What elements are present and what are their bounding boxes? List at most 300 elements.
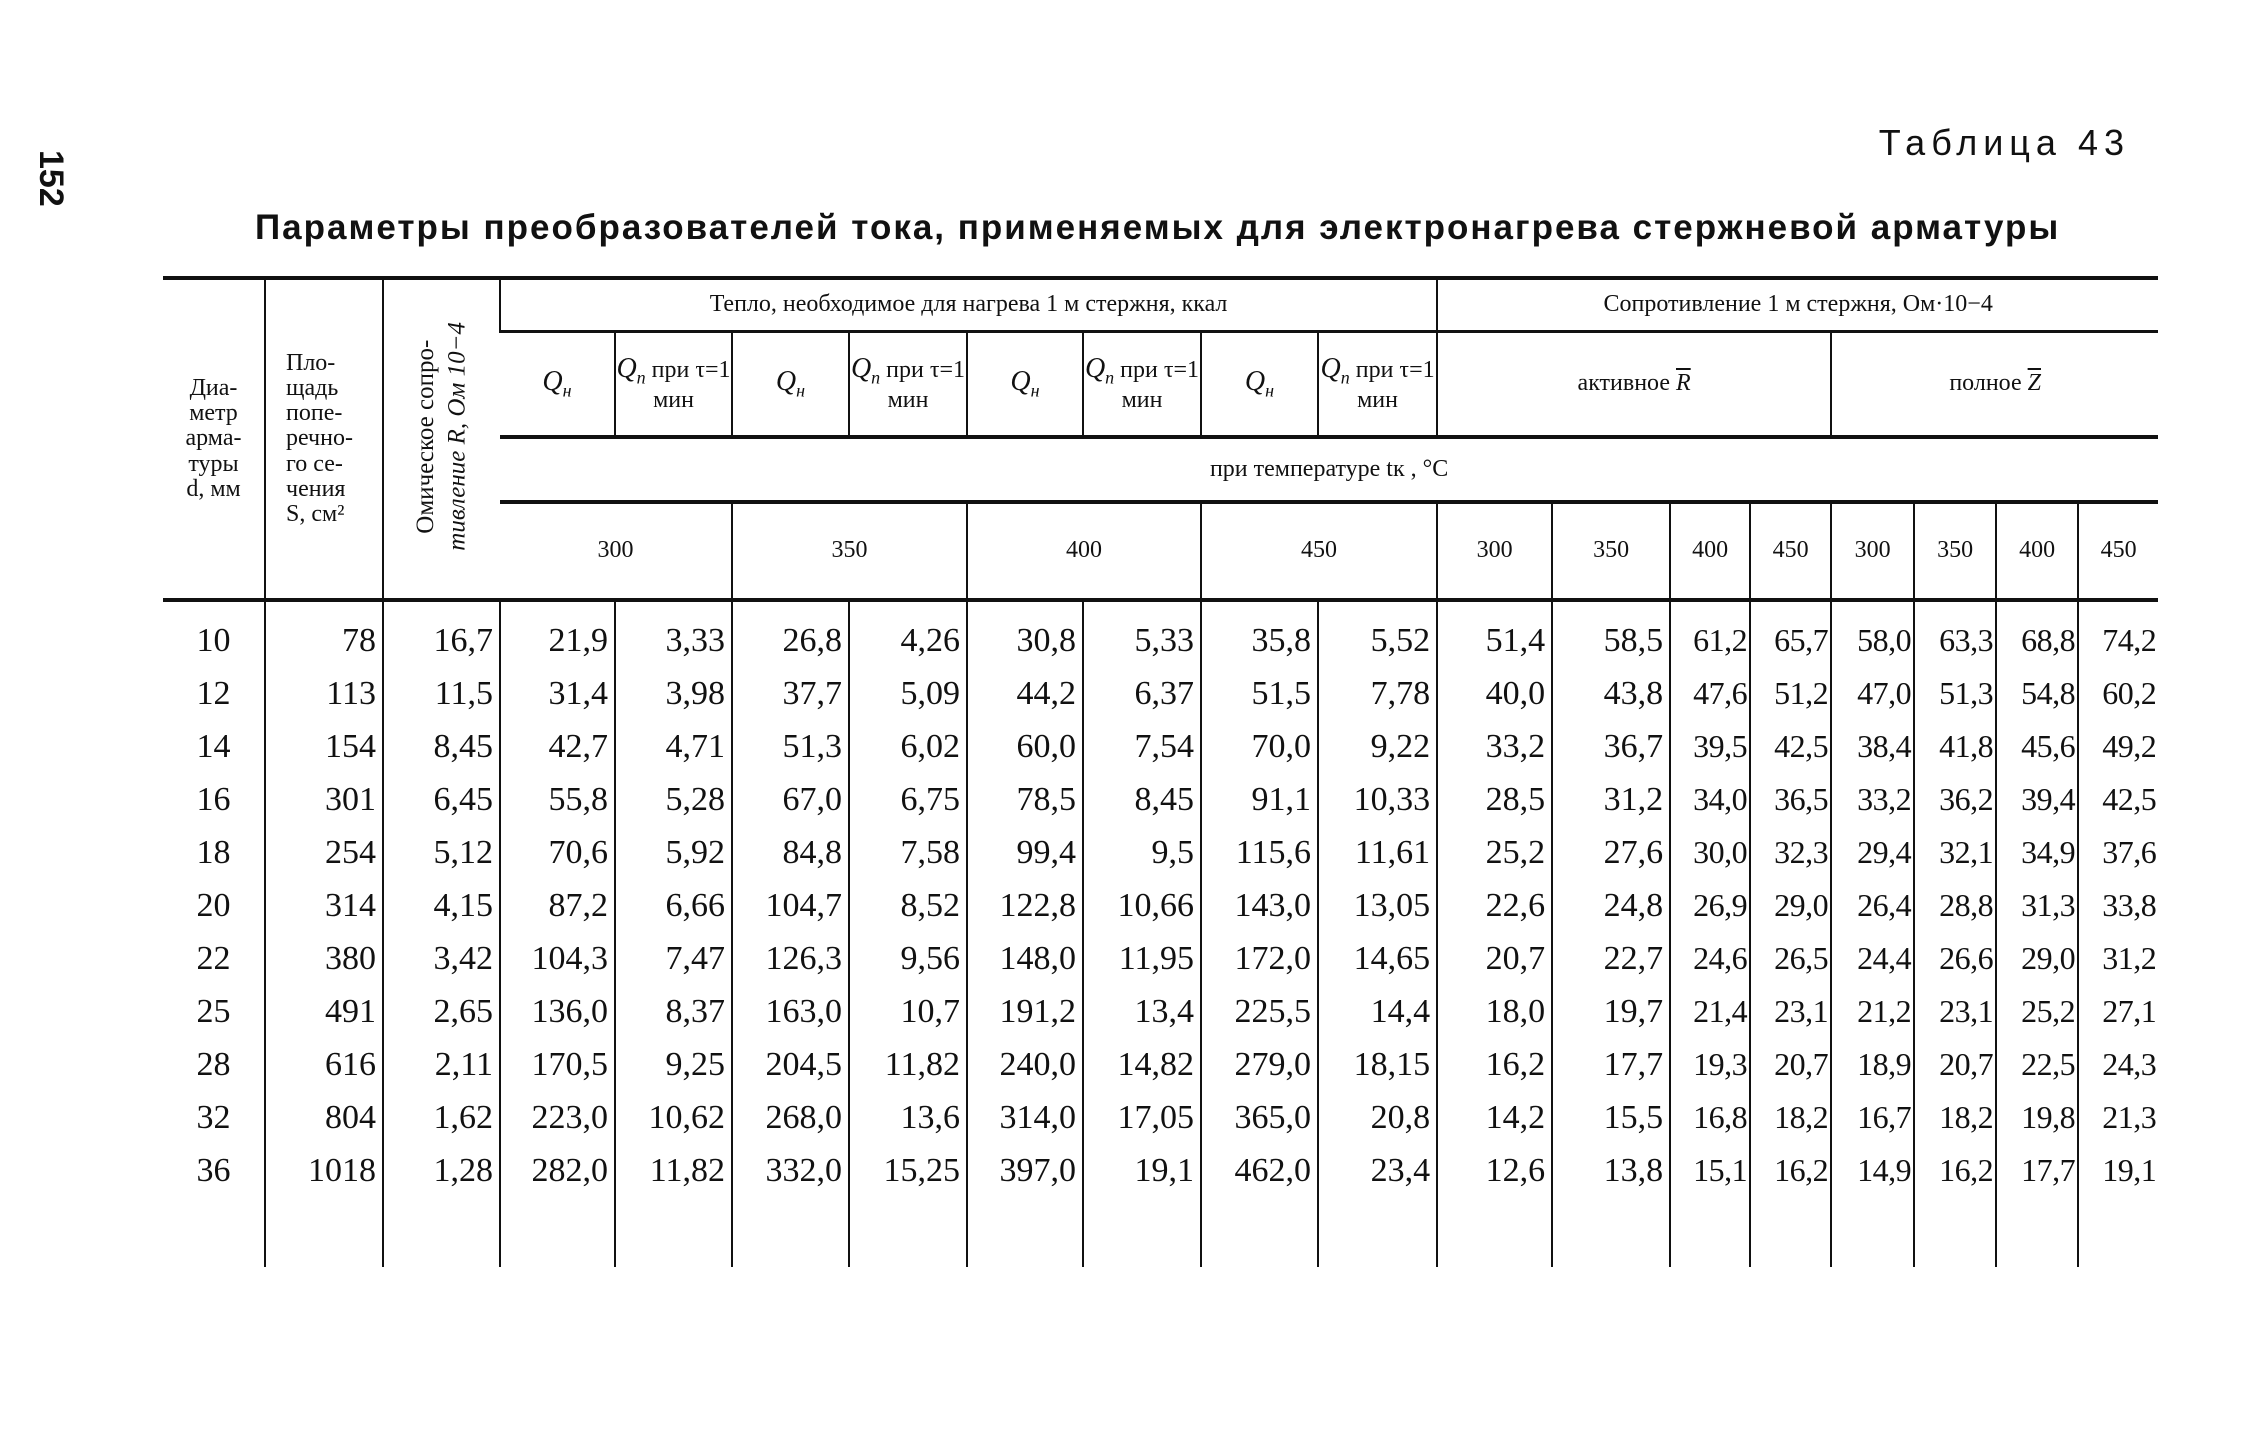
filler-cell	[1831, 600, 1914, 614]
filler-cell	[500, 1197, 615, 1267]
table-cell: 225,5	[1201, 985, 1318, 1038]
table-cell: 26,4	[1831, 879, 1914, 932]
row-diameter-cell: 32	[196, 1098, 231, 1136]
table-cell: 23,1	[1750, 985, 1831, 1038]
table-cell: 1,28	[383, 1144, 500, 1197]
table-cell: 20,8	[1318, 1091, 1437, 1144]
qp-sub: п	[1105, 368, 1115, 388]
filler-cell	[1670, 1197, 1750, 1267]
table-cell: 13,8	[1552, 1144, 1670, 1197]
row-diameter-cell: 22	[196, 939, 231, 977]
table-cell: 25,2	[1437, 826, 1552, 879]
table-cell: 11,82	[615, 1144, 732, 1197]
table-cell: 16,2	[1437, 1038, 1552, 1091]
qp-rest: при τ=1 мин	[880, 357, 966, 413]
table-cell: 30,8	[967, 614, 1083, 667]
table-cell: 6,02	[849, 720, 967, 773]
filler-cell	[383, 600, 500, 614]
header-ohmic-line1: Омическое сопро-	[412, 338, 440, 533]
table-cell: 29,0	[1996, 932, 2078, 985]
header-qn-300	[500, 331, 615, 437]
table-cell: 397,0	[967, 1144, 1083, 1197]
table-row	[163, 826, 2158, 879]
table-cell: 7,78	[1318, 667, 1437, 720]
table-row	[163, 932, 2158, 985]
qp-main: Q	[616, 353, 637, 385]
header-qn-400	[967, 331, 1083, 437]
table-cell: 43,8	[1552, 667, 1670, 720]
table-cell: 41,8	[1914, 720, 1996, 773]
table-cell: 7,58	[849, 826, 967, 879]
table-cell: 45,6	[1996, 720, 2078, 773]
table-cell: 36,2	[1914, 773, 1996, 826]
table-cell: 16,8	[1670, 1091, 1750, 1144]
table-caption: Параметры преобразователей тока, применяемых для электронагрева стержневой арматуры	[255, 208, 2061, 247]
table-cell: 99,4	[967, 826, 1083, 879]
qn-main: Q	[542, 366, 563, 397]
table-cell: 28,8	[1914, 879, 1996, 932]
table-cell: 804	[265, 1091, 383, 1144]
header-heat-group: Тепло, необходимое для нагрева 1 м стержня, ккал	[500, 278, 1437, 331]
qn-sub: н	[1265, 380, 1275, 401]
table-cell: 7,54	[1083, 720, 1201, 773]
table-cell: 19,8	[1996, 1091, 2078, 1144]
header-ohmic-resistance	[383, 278, 500, 600]
table-cell: 40,0	[1437, 667, 1552, 720]
table-cell: 3,98	[615, 667, 732, 720]
table-cell: 70,6	[500, 826, 615, 879]
filler-cell	[1437, 600, 1552, 614]
table-cell: 14,82	[1083, 1038, 1201, 1091]
table-row	[163, 985, 2158, 1038]
table-cell: 115,6	[1201, 826, 1318, 879]
header-diameter-text: Диа- метр арма- туры d, мм	[185, 375, 242, 502]
filler-cell	[1552, 1197, 1670, 1267]
header-temp-res-7: 400	[1996, 502, 2078, 600]
filler-cell	[1750, 600, 1831, 614]
table-cell: 268,0	[732, 1091, 849, 1144]
qn-sub: н	[796, 380, 806, 401]
table-cell: 462,0	[1201, 1144, 1318, 1197]
qp-rest: при τ=1 мин	[1349, 357, 1435, 413]
table-cell: 36,5	[1750, 773, 1831, 826]
table-cell: 8,45	[383, 720, 500, 773]
table-cell: 5,52	[1318, 614, 1437, 667]
qn-sub: н	[562, 380, 572, 401]
table-cell: 10,66	[1083, 879, 1201, 932]
header-temp-heat-2: 350	[732, 502, 967, 600]
table-cell: 16,2	[1750, 1144, 1831, 1197]
qp-main: Q	[1084, 353, 1106, 385]
table-cell: 60,2	[2078, 667, 2158, 720]
table-cell: 22,7	[1552, 932, 1670, 985]
filler-cell	[1914, 600, 1996, 614]
table-cell: 58,0	[1831, 614, 1914, 667]
table-cell: 58,5	[1552, 614, 1670, 667]
row-diameter-cell: 36	[196, 1151, 231, 1189]
table-cell: 14,65	[1318, 932, 1437, 985]
header-full	[1831, 331, 2158, 437]
table-cell: 26,9	[1670, 879, 1750, 932]
table-cell: 23,4	[1318, 1144, 1437, 1197]
active-symbol: $\overline{R}$	[1676, 370, 1691, 397]
row-diameter-cell: 28	[196, 1045, 231, 1083]
table-cell: 20,7	[1914, 1038, 1996, 1091]
table-cell: 34,0	[1670, 773, 1750, 826]
table-cell: 27,1	[2078, 985, 2158, 1038]
table-cell: 5,09	[849, 667, 967, 720]
table-body	[163, 600, 2158, 1267]
table-cell: 279,0	[1201, 1038, 1318, 1091]
table-cell: 21,4	[1670, 985, 1750, 1038]
table-cell: 42,5	[1750, 720, 1831, 773]
header-ohmic-line2: тивление R, Ом 10−4	[443, 321, 471, 551]
table-cell: 6,37	[1083, 667, 1201, 720]
table-cell: 19,3	[1670, 1038, 1750, 1091]
header-resistance-group: Сопротивление 1 м стержня, Ом·10−4	[1437, 278, 2158, 331]
table-cell: 9,22	[1318, 720, 1437, 773]
table-cell: 163,0	[732, 985, 849, 1038]
filler-cell	[163, 600, 265, 614]
table-cell: 5,33	[1083, 614, 1201, 667]
table-cell: 18,15	[1318, 1038, 1437, 1091]
table-cell: 16,7	[383, 614, 500, 667]
table-cell: 14,4	[1318, 985, 1437, 1038]
filler-cell	[732, 1197, 849, 1267]
table-cell: 31,2	[2078, 932, 2158, 985]
header-temp-res-3: 400	[1670, 502, 1750, 600]
filler-cell	[1318, 1197, 1437, 1267]
table-cell: 8,45	[1083, 773, 1201, 826]
table-cell: 491	[265, 985, 383, 1038]
table-cell: 113	[265, 667, 383, 720]
table-cell: 42,5	[2078, 773, 2158, 826]
table-cell: 4,15	[383, 879, 500, 932]
header-temp-res-6: 350	[1914, 502, 1996, 600]
qp-sub: п	[871, 368, 881, 388]
filler-cell	[1996, 600, 2078, 614]
table-cell: 170,5	[500, 1038, 615, 1091]
table-cell: 13,6	[849, 1091, 967, 1144]
table-cell: 18,2	[1914, 1091, 1996, 1144]
table-cell: 49,2	[2078, 720, 2158, 773]
table-cell: 17,7	[1996, 1144, 2078, 1197]
table-cell: 10,62	[615, 1091, 732, 1144]
table-cell: 6,75	[849, 773, 967, 826]
table-cell: 5,12	[383, 826, 500, 879]
table-cell: 17,05	[1083, 1091, 1201, 1144]
table-cell: 21,3	[2078, 1091, 2158, 1144]
table-row	[163, 1091, 2158, 1144]
table-cell: 191,2	[967, 985, 1083, 1038]
row-diameter-cell: 16	[196, 780, 231, 818]
header-ohmic-resistance-vertical	[410, 322, 473, 551]
table-cell: 31,3	[1996, 879, 2078, 932]
filler-row	[163, 600, 2158, 614]
table-cell: 21,2	[1831, 985, 1914, 1038]
table-cell: 65,7	[1750, 614, 1831, 667]
row-diameter-cell: 12	[196, 674, 231, 712]
table-cell: 78,5	[967, 773, 1083, 826]
filler-cell	[265, 600, 383, 614]
table-cell: 23,1	[1914, 985, 1996, 1038]
table-cell: 91,1	[1201, 773, 1318, 826]
table-cell: 24,4	[1831, 932, 1914, 985]
table-cell: 240,0	[967, 1038, 1083, 1091]
header-temp-res-1: 300	[1437, 502, 1552, 600]
table-cell: 7,47	[615, 932, 732, 985]
table-cell: 14,9	[1831, 1144, 1914, 1197]
table-cell: 9,25	[615, 1038, 732, 1091]
table-cell: 16,2	[1914, 1144, 1996, 1197]
table-cell: 60,0	[967, 720, 1083, 773]
table-cell: 13,05	[1318, 879, 1437, 932]
row-diameter-cell: 18	[196, 833, 231, 871]
table-cell: 9,5	[1083, 826, 1201, 879]
filler-cell	[163, 1197, 265, 1267]
table-cell: 5,92	[615, 826, 732, 879]
table-cell: 27,6	[1552, 826, 1670, 879]
row-diameter-cell: 10	[196, 621, 231, 659]
table-cell: 11,95	[1083, 932, 1201, 985]
table-label: Таблица 43	[1878, 122, 2130, 163]
table-cell: 10,33	[1318, 773, 1437, 826]
resistance-table	[163, 276, 2158, 1267]
qn-main: Q	[775, 366, 797, 397]
table-cell: 9,56	[849, 932, 967, 985]
table-cell: 223,0	[500, 1091, 615, 1144]
filler-cell	[1083, 1197, 1201, 1267]
table-cell: 17,7	[1552, 1038, 1670, 1091]
qp-rest: при τ=1 мин	[1114, 357, 1200, 413]
header-qn-350	[732, 331, 849, 437]
filler-cell	[1318, 600, 1437, 614]
filler-cell	[1914, 1197, 1996, 1267]
table-cell: 29,4	[1831, 826, 1914, 879]
page-number: 152	[32, 150, 70, 207]
table-cell: 380	[265, 932, 383, 985]
table-cell: 39,5	[1670, 720, 1750, 773]
table-cell: 5,28	[615, 773, 732, 826]
table-cell: 55,8	[500, 773, 615, 826]
table-cell: 16,7	[1831, 1091, 1914, 1144]
table-cell: 51,3	[1914, 667, 1996, 720]
qn-main: Q	[1244, 366, 1266, 397]
filler-cell	[849, 600, 967, 614]
table-cell: 126,3	[732, 932, 849, 985]
table-cell: 34,9	[1996, 826, 2078, 879]
table-cell: 35,8	[1201, 614, 1318, 667]
filler-cell	[849, 1197, 967, 1267]
table-cell: 32,3	[1750, 826, 1831, 879]
filler-cell	[2078, 600, 2158, 614]
table-cell: 19,1	[2078, 1144, 2158, 1197]
table-row	[163, 1038, 2158, 1091]
table-cell: 18,0	[1437, 985, 1552, 1038]
table-cell: 47,0	[1831, 667, 1914, 720]
table-cell: 11,5	[383, 667, 500, 720]
filler-cell	[1750, 1197, 1831, 1267]
table-cell: 37,6	[2078, 826, 2158, 879]
active-label: активное	[1577, 370, 1670, 397]
row-diameter-cell: 25	[196, 992, 231, 1030]
table-cell: 47,6	[1670, 667, 1750, 720]
table-cell: 22,5	[1996, 1038, 2078, 1091]
header-temperature-note: при температуре tк , °С	[500, 437, 2158, 502]
table-cell: 70,0	[1201, 720, 1318, 773]
table-cell: 26,5	[1750, 932, 1831, 985]
qp-rest: при τ=1 мин	[645, 357, 731, 413]
table-cell: 332,0	[732, 1144, 849, 1197]
table-cell: 39,4	[1996, 773, 2078, 826]
table-cell: 122,8	[967, 879, 1083, 932]
row-diameter-cell: 14	[196, 727, 231, 765]
filler-cell	[967, 1197, 1083, 1267]
table-cell: 365,0	[1201, 1091, 1318, 1144]
qp-main: Q	[850, 353, 872, 385]
table-cell: 3,33	[615, 614, 732, 667]
table-cell: 74,2	[2078, 614, 2158, 667]
table-cell: 28,5	[1437, 773, 1552, 826]
table-cell: 54,8	[1996, 667, 2078, 720]
table-row	[163, 1144, 2158, 1197]
table-cell: 204,5	[732, 1038, 849, 1091]
qp-sub: п	[1340, 368, 1350, 388]
table-cell: 2,65	[383, 985, 500, 1038]
filler-cell	[265, 1197, 383, 1267]
table-cell: 6,66	[615, 879, 732, 932]
table-cell: 301	[265, 773, 383, 826]
table-cell: 61,2	[1670, 614, 1750, 667]
table-cell: 1018	[265, 1144, 383, 1197]
table-cell: 51,5	[1201, 667, 1318, 720]
filler-cell	[1996, 1197, 2078, 1267]
table-cell: 616	[265, 1038, 383, 1091]
table-cell: 4,71	[615, 720, 732, 773]
table-cell: 3,42	[383, 932, 500, 985]
header-qp-300	[615, 331, 732, 437]
header-temp-res-2: 350	[1552, 502, 1670, 600]
table-cell: 2,11	[383, 1038, 500, 1091]
table-row	[163, 773, 2158, 826]
table-cell: 33,2	[1831, 773, 1914, 826]
table-cell: 6,45	[383, 773, 500, 826]
header-qp-400	[1083, 331, 1201, 437]
table-cell: 37,7	[732, 667, 849, 720]
table-cell: 314,0	[967, 1091, 1083, 1144]
table-cell: 8,37	[615, 985, 732, 1038]
table-cell: 12,6	[1437, 1144, 1552, 1197]
filler-cell	[615, 1197, 732, 1267]
header-temp-res-8: 450	[2078, 502, 2158, 600]
header-temp-res-4: 450	[1750, 502, 1831, 600]
header-diameter	[163, 278, 265, 600]
table-cell: 67,0	[732, 773, 849, 826]
table-cell: 29,0	[1750, 879, 1831, 932]
qp-main: Q	[1320, 353, 1341, 385]
qn-main: Q	[1010, 366, 1031, 397]
filler-cell	[383, 1197, 500, 1267]
table-cell: 20,7	[1750, 1038, 1831, 1091]
filler-cell	[1201, 600, 1318, 614]
table-cell: 136,0	[500, 985, 615, 1038]
table-cell: 18,2	[1750, 1091, 1831, 1144]
table-cell: 42,7	[500, 720, 615, 773]
table-cell: 24,3	[2078, 1038, 2158, 1091]
header-temp-heat-4: 450	[1201, 502, 1437, 600]
filler-cell	[500, 600, 615, 614]
qn-sub: н	[1030, 380, 1040, 401]
table-cell: 22,6	[1437, 879, 1552, 932]
header-qp-350	[849, 331, 967, 437]
table-cell: 18,9	[1831, 1038, 1914, 1091]
table-cell: 38,4	[1831, 720, 1914, 773]
table-cell: 1,62	[383, 1091, 500, 1144]
table-cell: 14,2	[1437, 1091, 1552, 1144]
table-cell: 87,2	[500, 879, 615, 932]
full-label: полное	[1949, 370, 2022, 397]
header-qp-450	[1318, 331, 1437, 437]
table-cell: 19,7	[1552, 985, 1670, 1038]
table-cell: 68,8	[1996, 614, 2078, 667]
table-cell: 254	[265, 826, 383, 879]
filler-cell	[615, 600, 732, 614]
table-cell: 26,6	[1914, 932, 1996, 985]
table-cell: 31,4	[500, 667, 615, 720]
table-cell: 44,2	[967, 667, 1083, 720]
table-cell: 30,0	[1670, 826, 1750, 879]
table-cell: 15,1	[1670, 1144, 1750, 1197]
table-cell: 172,0	[1201, 932, 1318, 985]
table-cell: 51,3	[732, 720, 849, 773]
header-qn-450	[1201, 331, 1318, 437]
table-cell: 148,0	[967, 932, 1083, 985]
table-cell: 63,3	[1914, 614, 1996, 667]
table-row	[163, 720, 2158, 773]
filler-cell	[1670, 600, 1750, 614]
row-diameter-cell: 20	[196, 886, 231, 924]
table-cell: 154	[265, 720, 383, 773]
header-temp-heat-3: 400	[967, 502, 1201, 600]
filler-row	[163, 1197, 2158, 1267]
filler-cell	[732, 600, 849, 614]
table-cell: 13,4	[1083, 985, 1201, 1038]
table-row	[163, 879, 2158, 932]
table-cell: 15,5	[1552, 1091, 1670, 1144]
header-active	[1437, 331, 1831, 437]
header-area-text: Пло- щадь попе- речно- го се- чения S, см²	[286, 349, 353, 527]
table-cell: 26,8	[732, 614, 849, 667]
table-cell: 11,61	[1318, 826, 1437, 879]
header-temp-res-5: 300	[1831, 502, 1914, 600]
table-cell: 32,1	[1914, 826, 1996, 879]
filler-cell	[1201, 1197, 1318, 1267]
table-cell: 33,8	[2078, 879, 2158, 932]
filler-cell	[1831, 1197, 1914, 1267]
header-area	[265, 278, 383, 600]
table-cell: 143,0	[1201, 879, 1318, 932]
table-cell: 282,0	[500, 1144, 615, 1197]
filler-cell	[1437, 1197, 1552, 1267]
table-cell: 51,2	[1750, 667, 1831, 720]
table-cell: 25,2	[1996, 985, 2078, 1038]
filler-cell	[1083, 600, 1201, 614]
filler-cell	[1552, 600, 1670, 614]
table-cell: 15,25	[849, 1144, 967, 1197]
table-cell: 11,82	[849, 1038, 967, 1091]
table-row	[163, 614, 2158, 667]
table-cell: 31,2	[1552, 773, 1670, 826]
